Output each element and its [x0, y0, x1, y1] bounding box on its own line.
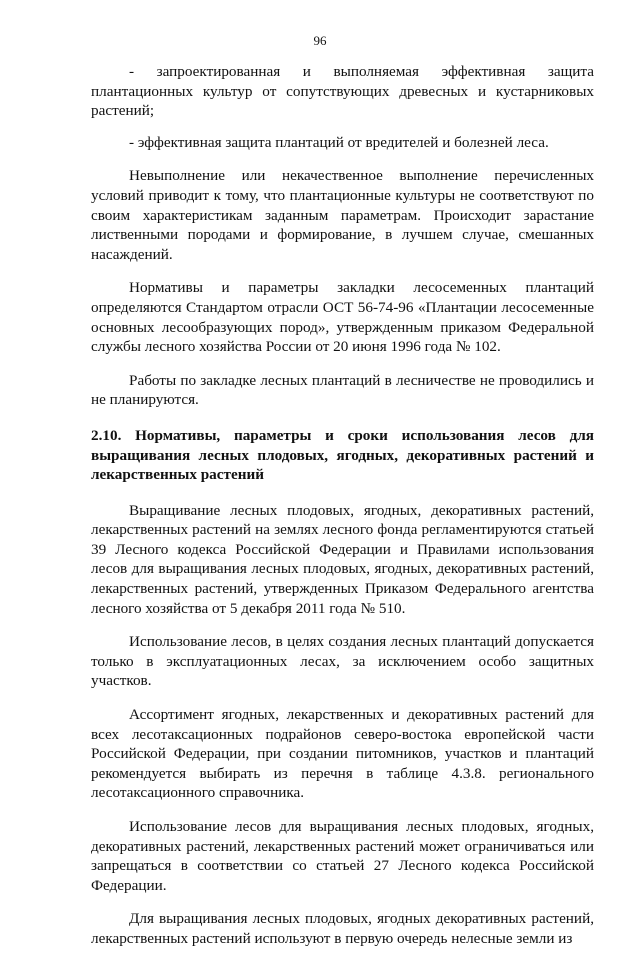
document-body — [91, 62, 594, 963]
section-heading-2-10: 2.10. Нормативы, параметры и сроки использования лесов для выращивания лесных плодовых, ягодных, декоративных растений и лекарственных растений — [91, 426, 594, 484]
paragraph-assortment: Ассортимент ягодных, лекарственных и декоративных растений для всех лесотаксационных подрайонов северо-востока европейской части Российской Федерации, при создании питомников, участков и плантаций рекомендуется выбирать из перечня в таблице 4.3.8. регионального лесотаксационного справочника. — [91, 706, 594, 802]
paragraph-exploitation-forests: Использование лесов, в целях создания лесных плантаций допускается только в эксплуатационных лесах, за исключением особо защитных участков. — [91, 633, 594, 690]
paragraph-nonfulfillment: Невыполнение или некачественное выполнение перечисленных условий приводит к тому, что плантационные культуры не соответствуют по своим характеристикам заданным параметрам. Происходит зарастание лиственными породами и формирование, в лучшем случае, смешанных насаждений. — [91, 167, 594, 263]
paragraph-non-forest-lands: Для выращивания лесных плодовых, ягодных декоративных растений, лекарственных растений используют в первую очередь нелесные земли из — [91, 910, 594, 947]
paragraph-seed-plantation-standards: Нормативы и параметры закладки лесосеменных плантаций определяются Стандартом отрасли ОСТ 56-74-96 «Плантации лесосеменные основных лесообразующих пород», утвержденным приказом Федеральной службы лесного хозяйства России от 20 июня 1996 года № 102. — [91, 279, 594, 356]
page-number: 96 — [313, 33, 327, 48]
paragraph-no-works: Работы по закладке лесных плантаций в лесничестве не проводились и не планируются. — [91, 371, 594, 409]
paragraph-restrictions: Использование лесов для выращивания лесных плодовых, ягодных, декоративных растений, лекарственных растений может ограничиваться или запрещаться в соответствии со статьей 27 Лесного кодекса Российской Федерации. — [91, 818, 594, 894]
paragraph-protection-from-shrubs: - запроектированная и выполняемая эффективная защита плантационных культур от сопутствующих древесных и кустарниковых растений; — [91, 63, 594, 120]
paragraph-pest-protection: - эффективная защита плантаций от вредителей и болезней леса. — [129, 133, 549, 151]
paragraph-regulation: Выращивание лесных плодовых, ягодных, декоративных растений, лекарственных растений на землях лесного фонда регламентируются статьей 39 Лесного кодекса Российской Федерации и Правилами использования лесов для выращивания лесных плодовых, ягодных, декоративных растений, лекарственных растений, утвержденных Приказом Федерального агентства лесного хозяйства от 5 декабря 2011 года № 510. — [91, 501, 594, 617]
